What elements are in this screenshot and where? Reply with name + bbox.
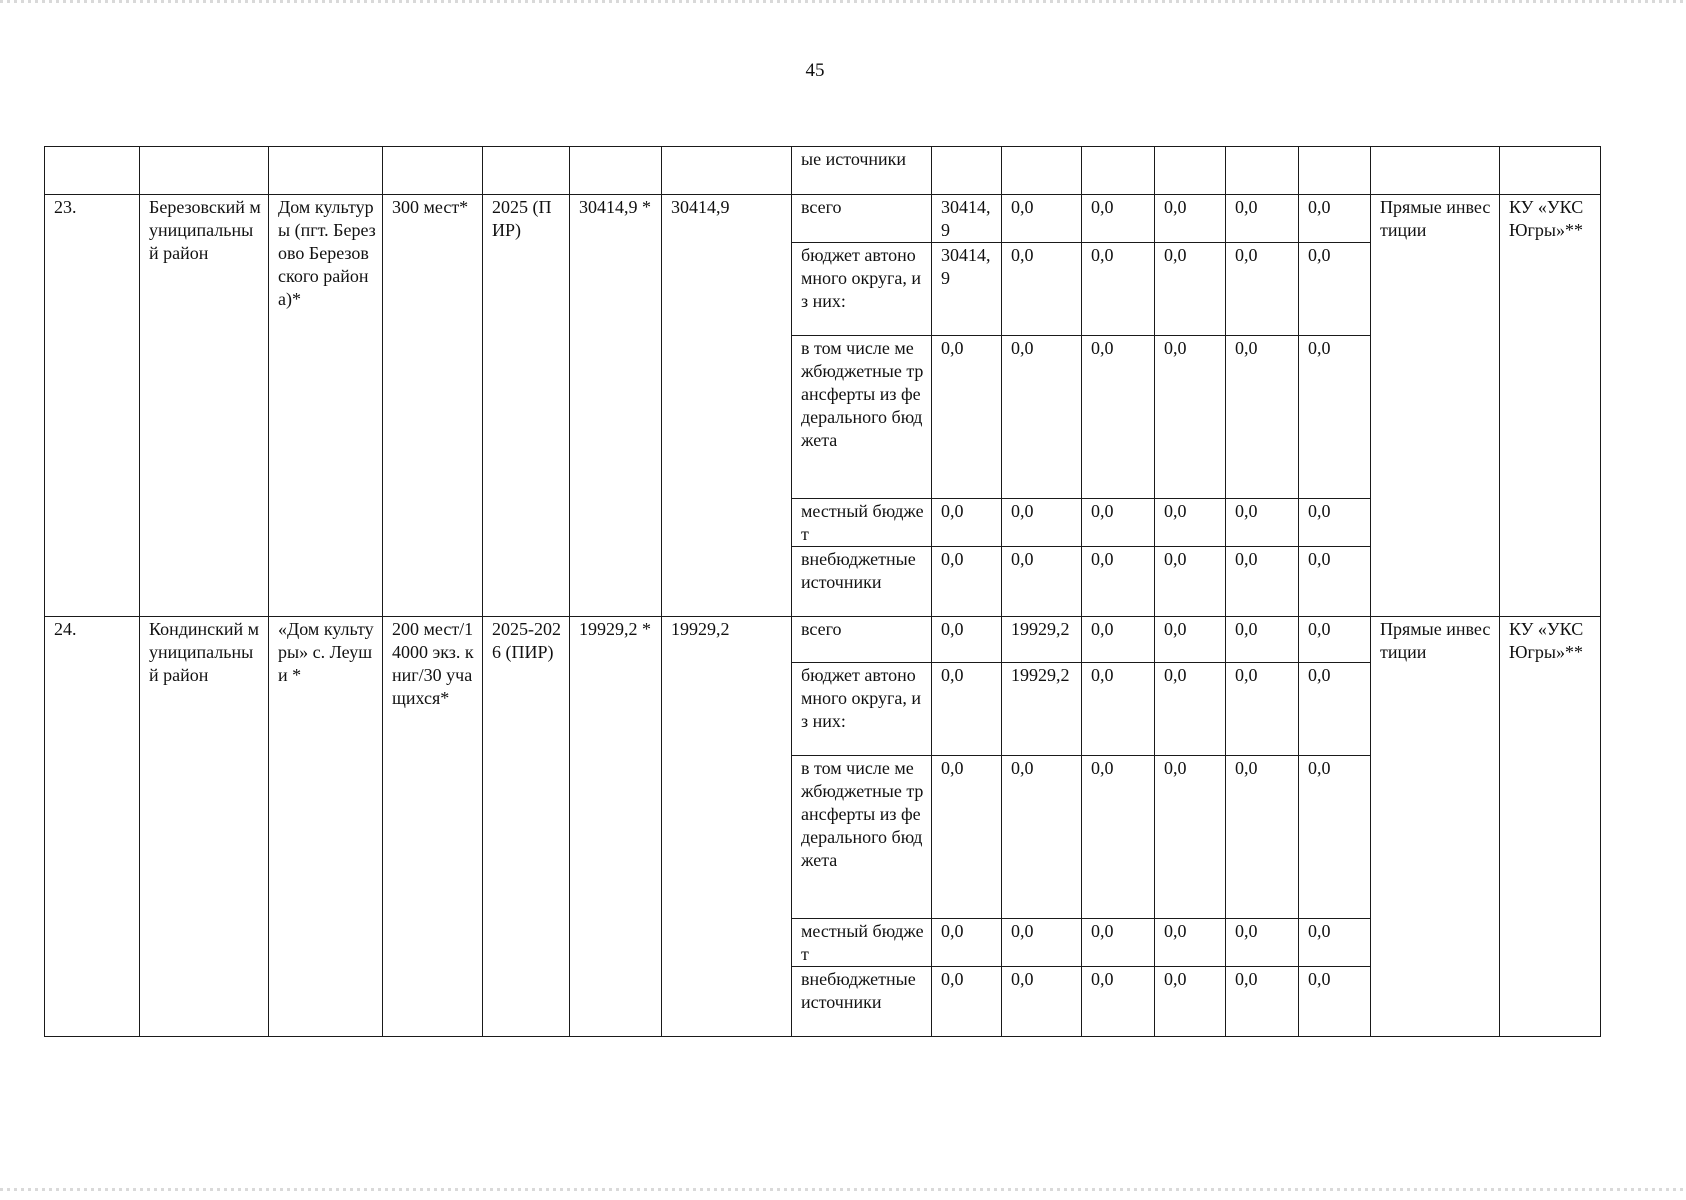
amount-cell: 0,0	[1082, 967, 1155, 1037]
amount-cell: 0,0	[1002, 547, 1082, 617]
amount-cell: 0,0	[1155, 195, 1226, 243]
amount-cell: 0,0	[1155, 967, 1226, 1037]
funding-source-cell: местный бюджет	[792, 499, 932, 547]
amount-cell: 0,0	[932, 663, 1002, 756]
amount-cell: 0,0	[1299, 243, 1371, 336]
amount-cell: 0,0	[1002, 243, 1082, 336]
empty-cell	[570, 147, 662, 195]
empty-cell	[1155, 147, 1226, 195]
funding-source-cell: бюджет автономного округа, из них:	[792, 243, 932, 336]
empty-cell	[483, 147, 570, 195]
amount-cell: 0,0	[1226, 756, 1299, 919]
amount-cell: 0,0	[1155, 547, 1226, 617]
amount-cell: 0,0	[1299, 756, 1371, 919]
amount-cell: 0,0	[1082, 336, 1155, 499]
amount-cell: 0,0	[1226, 617, 1299, 663]
amount-cell: 0,0	[1082, 756, 1155, 919]
remaining-cost-cell: 19929,2	[662, 617, 792, 1037]
empty-cell	[1082, 147, 1155, 195]
amount-cell: 0,0	[1299, 336, 1371, 499]
empty-cell	[1371, 147, 1500, 195]
amount-cell: 0,0	[1155, 243, 1226, 336]
amount-cell: 0,0	[1226, 499, 1299, 547]
amount-cell: 0,0	[1002, 336, 1082, 499]
empty-cell	[140, 147, 269, 195]
funding-source-cell: в том числе межбюджетные трансферты из федерального бюджета	[792, 336, 932, 499]
amount-cell: 0,0	[1155, 336, 1226, 499]
amount-cell: 0,0	[1082, 617, 1155, 663]
amount-cell: 19929,2	[1002, 663, 1082, 756]
estimate-cost-cell: 19929,2 *	[570, 617, 662, 1037]
amount-cell: 0,0	[1155, 756, 1226, 919]
amount-cell: 0,0	[1082, 243, 1155, 336]
funding-source-cell: внебюджетные источники	[792, 547, 932, 617]
empty-cell	[383, 147, 483, 195]
amount-cell: 0,0	[932, 919, 1002, 967]
continuation-row	[45, 147, 1601, 195]
amount-cell: 0,0	[1155, 499, 1226, 547]
amount-cell: 0,0	[932, 499, 1002, 547]
object-name-cell: Дом культуры (пгт. Березово Березовского района)*	[269, 195, 383, 617]
empty-cell	[1500, 147, 1601, 195]
empty-cell	[1226, 147, 1299, 195]
estimate-cost-cell: 30414,9 *	[570, 195, 662, 617]
amount-cell: 0,0	[1082, 195, 1155, 243]
amount-cell: 0,0	[932, 336, 1002, 499]
object-name-cell: «Дом культуры» с. Леуши *	[269, 617, 383, 1037]
funding-source-cell: внебюджетные источники	[792, 967, 932, 1037]
funding-source-cell: в том числе межбюджетные трансферты из федерального бюджета	[792, 756, 932, 919]
customer-cell: КУ «УКС Югры»**	[1500, 195, 1601, 617]
amount-cell: 0,0	[1155, 919, 1226, 967]
customer-cell: КУ «УКС Югры»**	[1500, 617, 1601, 1037]
empty-cell	[269, 147, 383, 195]
amount-cell: 0,0	[1299, 663, 1371, 756]
amount-cell: 0,0	[1226, 336, 1299, 499]
amount-cell: 0,0	[1082, 499, 1155, 547]
amount-cell: 0,0	[1226, 919, 1299, 967]
period-cell: 2025 (ПИР)	[483, 195, 570, 617]
municipality-cell: Кондинский муниципальный район	[140, 617, 269, 1037]
amount-cell: 0,0	[1002, 919, 1082, 967]
amount-cell: 0,0	[932, 617, 1002, 663]
period-cell: 2025-2026 (ПИР)	[483, 617, 570, 1037]
amount-cell: 0,0	[1155, 617, 1226, 663]
amount-cell: 0,0	[1299, 195, 1371, 243]
amount-cell: 0,0	[1155, 663, 1226, 756]
amount-cell: 0,0	[1082, 919, 1155, 967]
amount-cell: 30414,9	[932, 243, 1002, 336]
amount-cell: 0,0	[1002, 195, 1082, 243]
empty-cell	[1299, 147, 1371, 195]
amount-cell: 0,0	[1002, 756, 1082, 919]
source-cell: ые источники	[792, 147, 932, 195]
amount-cell: 30414,9	[932, 195, 1002, 243]
scan-edge-top	[0, 0, 1686, 3]
investment-type-cell: Прямые инвестиции	[1371, 195, 1500, 617]
amount-cell: 19929,2	[1002, 617, 1082, 663]
capacity-cell: 300 мест*	[383, 195, 483, 617]
municipality-cell: Березовский муниципальный район	[140, 195, 269, 617]
funding-source-cell: бюджет автономного округа, из них:	[792, 663, 932, 756]
project-number: 23.	[45, 195, 140, 617]
page-number: 45	[805, 60, 825, 81]
amount-cell: 0,0	[932, 547, 1002, 617]
investment-table	[44, 146, 1601, 1037]
funding-source-cell: всего	[792, 617, 932, 663]
amount-cell: 0,0	[1226, 663, 1299, 756]
remaining-cost-cell: 30414,9	[662, 195, 792, 617]
amount-cell: 0,0	[1299, 547, 1371, 617]
empty-cell	[932, 147, 1002, 195]
empty-cell	[45, 147, 140, 195]
capacity-cell: 200 мест/14000 экз. книг/30 учащихся*	[383, 617, 483, 1037]
empty-cell	[662, 147, 792, 195]
table-row	[45, 617, 1601, 663]
investment-type-cell: Прямые инвестиции	[1371, 617, 1500, 1037]
funding-source-cell: всего	[792, 195, 932, 243]
project-number: 24.	[45, 617, 140, 1037]
amount-cell: 0,0	[1299, 919, 1371, 967]
amount-cell: 0,0	[1299, 967, 1371, 1037]
amount-cell: 0,0	[1226, 967, 1299, 1037]
amount-cell: 0,0	[1082, 547, 1155, 617]
scan-edge-bottom	[0, 1188, 1686, 1191]
funding-source-cell: местный бюджет	[792, 919, 932, 967]
amount-cell: 0,0	[932, 967, 1002, 1037]
amount-cell: 0,0	[1082, 663, 1155, 756]
amount-cell: 0,0	[1226, 243, 1299, 336]
amount-cell: 0,0	[1299, 617, 1371, 663]
amount-cell: 0,0	[1002, 499, 1082, 547]
amount-cell: 0,0	[1299, 499, 1371, 547]
amount-cell: 0,0	[1226, 195, 1299, 243]
amount-cell: 0,0	[932, 756, 1002, 919]
empty-cell	[1002, 147, 1082, 195]
amount-cell: 0,0	[1002, 967, 1082, 1037]
table-row	[45, 195, 1601, 243]
amount-cell: 0,0	[1226, 547, 1299, 617]
